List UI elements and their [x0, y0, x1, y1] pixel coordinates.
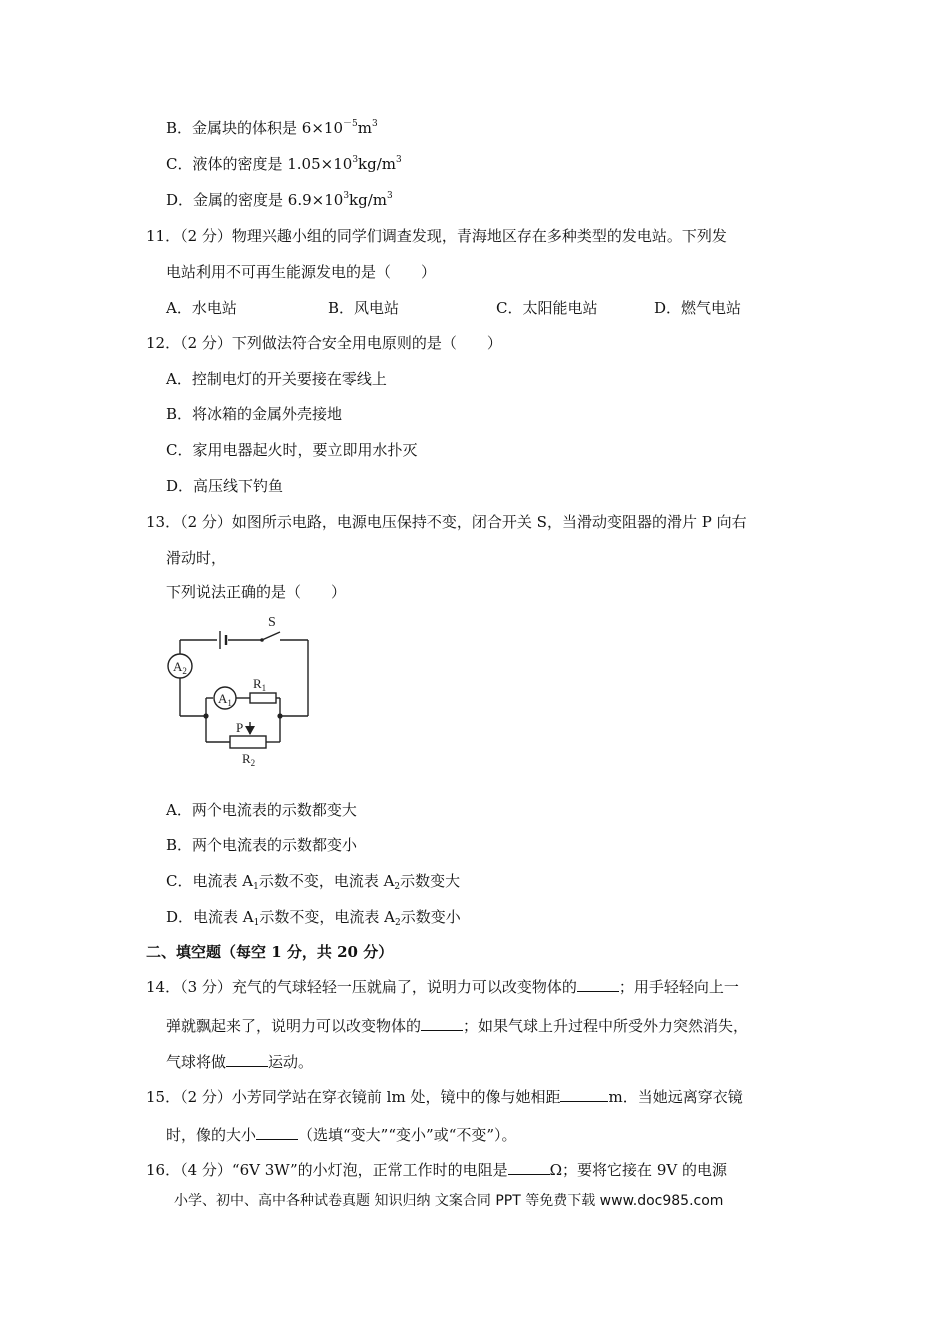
resistor-r2	[230, 736, 266, 748]
q12-option-b: B．将冰箱的金属外壳接地	[166, 405, 343, 423]
section-heading-fill-in: 二、填空题（每空 1 分，共 20 分）	[146, 943, 394, 961]
junction-right	[277, 713, 282, 718]
q14-line2: 弹就飘起来了，说明力可以改变物体的 ；如果气球上升过程中所受外力突然消失，	[166, 1017, 749, 1035]
label-r1: $R_1$	[253, 676, 267, 693]
q11-option-a: A．水电站	[166, 299, 237, 317]
answer-blank[interactable]	[226, 1052, 268, 1067]
label-r2: $R_2$	[242, 751, 256, 768]
slider-arrow	[245, 726, 255, 735]
q11-stem-line2: 电站利用不可再生能源发电的是（ ）	[166, 263, 437, 281]
q13-option-b: B．两个电流表的示数都变小	[166, 836, 358, 854]
page-footer: 小学、初中、高中各种试卷真题 知识归纳 文案合同 PPT 等免费下载 www.doc985.com	[174, 1193, 724, 1209]
q13-option-c: C．电流表 $A_1$示数不变，电流表 $A_2$示数变大	[166, 872, 461, 892]
switch-pivot	[260, 638, 264, 642]
answer-blank[interactable]	[508, 1160, 550, 1175]
q11-option-c: C．太阳能电站	[496, 299, 598, 317]
label-a1: $A_1$	[218, 691, 232, 708]
q11-option-d: D．燃气电站	[654, 299, 742, 317]
q13-stem-line3: 下列说法正确的是（ ）	[166, 583, 347, 601]
q16-line1: 16．（4 分）“6V 3W”的小灯泡，正常工作时的电阻是 Ω；要将它接在 9V 的电源	[146, 1161, 727, 1179]
q11-stem-line1: 11．（2 分）物理兴趣小组的同学们调查发现，青海地区存在多种类型的发电站。下列发	[146, 227, 727, 245]
answer-blank[interactable]	[577, 977, 619, 992]
q10-option-c: C．液体的密度是 $1.05\times 10^3kg/m^3$	[166, 155, 402, 173]
answer-blank[interactable]	[421, 1016, 463, 1031]
answer-blank[interactable]	[560, 1087, 608, 1102]
q11-option-b: B．风电站	[328, 299, 400, 317]
q13-option-d: D．电流表 $A_1$示数不变，电流表 $A_2$示数变小	[166, 908, 461, 928]
resistor-r1	[250, 693, 276, 703]
q13-option-a: A．两个电流表的示数都变大	[166, 801, 357, 819]
q14-line3: 气球将做 运动。	[166, 1053, 314, 1071]
answer-blank[interactable]	[256, 1125, 298, 1140]
q14-line1: 14．（3 分）充气的气球轻轻一压就扁了，说明力可以改变物体的 ；用手轻轻向上一	[146, 978, 739, 996]
q13-stem-line2: 滑动时，	[166, 549, 227, 567]
q12-stem: 12．（2 分）下列做法符合安全用电原则的是（ ）	[146, 334, 502, 352]
junction-left	[203, 713, 208, 718]
label-p: P	[236, 720, 244, 735]
q12-option-c: C．家用电器起火时，要立即用水扑灭	[166, 441, 418, 459]
label-s: S	[268, 615, 276, 630]
switch-blade	[262, 632, 280, 640]
label-a2: $A_2$	[173, 659, 187, 676]
q15-line2: 时，像的大小 （选填“变大”“变小”或“不变”）。	[166, 1126, 517, 1144]
q15-line1: 15．（2 分）小芳同学站在穿衣镜前 lm 处，镜中的像与她相距 m．当她远离穿衣镜	[146, 1088, 743, 1106]
circuit-diagram	[162, 610, 322, 770]
q13-stem-line1: 13．（2 分）如图所示电路，电源电压保持不变，闭合开关 S，当滑动变阻器的滑片 P 向右	[146, 513, 747, 531]
q12-option-a: A．控制电灯的开关要接在零线上	[166, 370, 387, 388]
q10-option-d: D．金属的密度是 $6.9\times 10^3kg/m^3$	[166, 191, 393, 209]
q12-option-d: D．高压线下钓鱼	[166, 477, 284, 495]
q10-option-b: B．金属块的体积是 $6\times 10^{-5}m^3$	[166, 119, 378, 137]
